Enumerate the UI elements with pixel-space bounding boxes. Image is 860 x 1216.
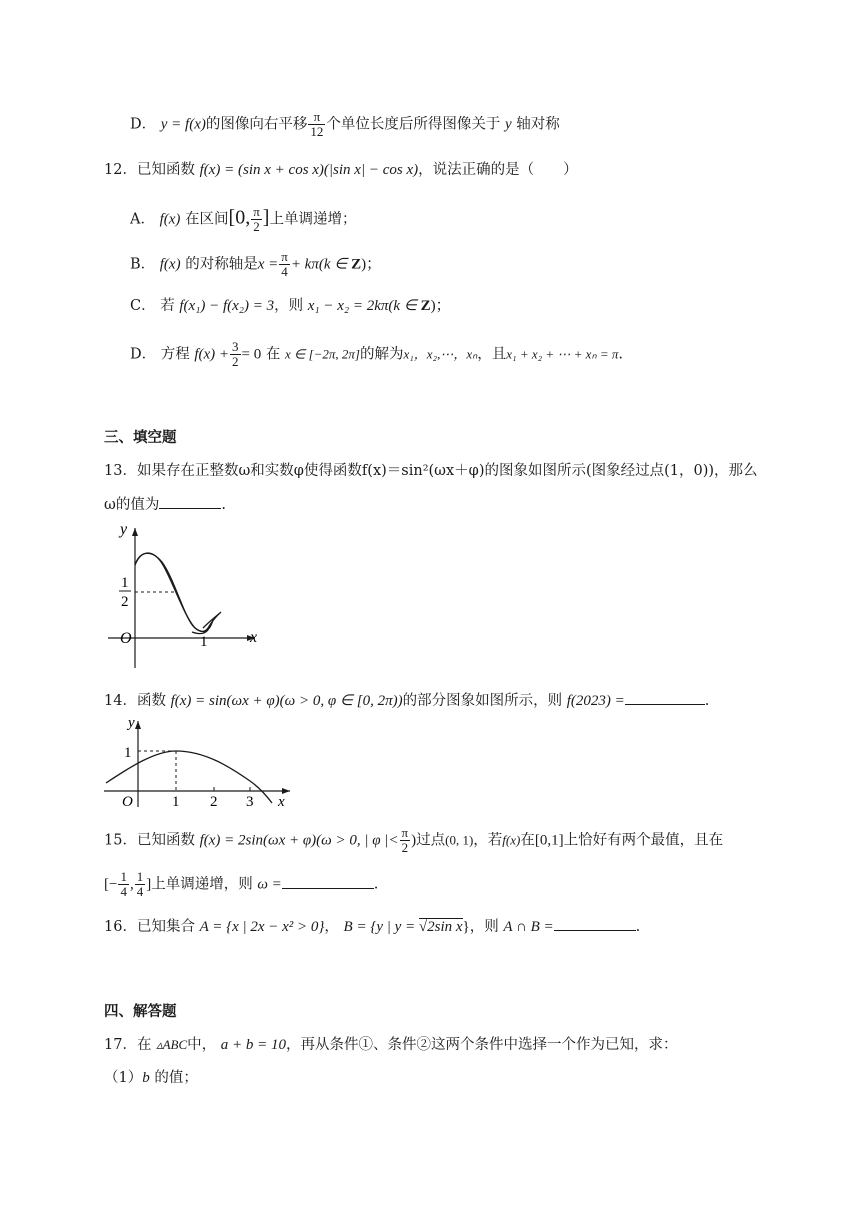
integer-set: Z	[351, 256, 362, 273]
point: (0, 1)	[445, 832, 474, 848]
text: 轴对称	[516, 116, 560, 133]
text: 的对称轴是	[185, 256, 258, 273]
text: 的解为	[360, 346, 404, 363]
formula: + kπ(k ∈	[290, 256, 352, 273]
q13-line2	[104, 494, 226, 515]
text: 方程	[160, 346, 190, 363]
text: .	[635, 919, 641, 935]
option-label: D．	[130, 116, 157, 133]
text: .	[618, 346, 624, 363]
formula: f(x)	[159, 256, 181, 273]
text: ，	[324, 919, 339, 935]
answer-blank[interactable]	[554, 916, 636, 931]
q13-graph	[100, 520, 270, 670]
option-label: D．	[130, 346, 157, 363]
tick-3: 3	[246, 794, 254, 810]
formula: ω =	[257, 876, 282, 893]
var-y: y	[504, 116, 512, 133]
text: .	[221, 497, 226, 513]
text: 在	[520, 832, 535, 849]
q12-option-d	[130, 340, 623, 369]
q17-stem	[104, 1035, 678, 1055]
comma: ,	[129, 876, 134, 893]
text: 若	[160, 298, 175, 314]
text: 函数	[136, 693, 166, 709]
text: ω的值为	[104, 497, 160, 513]
q12-option-b	[130, 250, 381, 279]
bracket: ]	[146, 876, 152, 893]
q12-stem	[104, 160, 578, 180]
q15-line2	[104, 870, 378, 899]
q14-stem	[104, 690, 709, 711]
fraction: $\frac{\pi}{2}$	[401, 825, 409, 855]
origin-label: O	[122, 794, 133, 810]
formula: f(x) = (sin x + cos x)(|sin x| − cos x)	[199, 162, 419, 178]
set-b: B = {y | y =	[343, 919, 419, 935]
formula: x₁，x₂,⋯，xₙ	[403, 346, 478, 362]
text: 上单调递增，则	[151, 876, 253, 893]
q13-line1	[104, 461, 758, 481]
question-number: 13．	[104, 463, 137, 479]
bracket: [−	[104, 876, 118, 893]
triangle: ▵ABC	[156, 1037, 188, 1052]
curve	[135, 553, 220, 633]
option-label: A．	[130, 211, 155, 228]
text: 上恰好有两个最值，且在	[563, 832, 724, 849]
formula: f(x) = sin(ωx + φ)(ω > 0, φ ∈ [0, 2π))	[170, 693, 403, 709]
formula: x =	[257, 256, 279, 273]
text: 的值；	[154, 1070, 198, 1086]
formula: )	[411, 832, 417, 849]
text: 上单调递增；	[269, 211, 357, 228]
bracket: [0,	[228, 206, 251, 229]
formula: x ∈ [−2π, 2π]	[284, 346, 360, 362]
q17-sub1	[104, 1068, 198, 1088]
formula: f(x)	[159, 211, 181, 228]
answer-blank[interactable]	[282, 874, 374, 889]
section-heading: 四、解答题	[104, 1004, 177, 1020]
formula: A ∩ B =	[503, 919, 554, 935]
text: ，则	[274, 298, 304, 314]
fraction: $\frac{\pi}{4}$	[281, 249, 288, 279]
question-number: 16．	[104, 919, 137, 935]
q15-line1	[104, 826, 723, 855]
text: 过点	[416, 832, 446, 849]
q14-graph	[100, 715, 300, 810]
option-label: B．	[130, 256, 156, 273]
fraction: $\frac{\pi}{2}$	[253, 204, 260, 234]
formula: f(x)	[502, 832, 521, 848]
formula: a + b = 10	[220, 1037, 286, 1053]
formula: f(x) = 2sin(ωx + φ)(ω > 0, | φ |<	[199, 832, 399, 849]
fraction: $\frac{1}{4}$	[120, 869, 127, 899]
text: 的图像向右平移	[205, 116, 308, 133]
text: 已知集合	[136, 919, 195, 935]
option-label: C．	[130, 298, 156, 314]
y-arrow	[132, 528, 138, 536]
text: )；	[361, 256, 382, 273]
answer-blank[interactable]	[625, 690, 705, 705]
interval: [0,1]	[534, 832, 564, 849]
tick-1: 1	[172, 794, 180, 810]
text: .	[373, 876, 379, 893]
origin-label: O	[120, 630, 132, 647]
bracket: ]	[262, 206, 270, 229]
tick-1: 1	[200, 634, 208, 650]
text: ，则	[469, 919, 499, 935]
text: 中，	[187, 1037, 217, 1053]
text: 在区间	[185, 211, 229, 228]
fraction: $\frac{3}{2}$	[232, 339, 239, 369]
y-label: y	[120, 521, 128, 538]
text: ，且	[477, 346, 507, 363]
formula: x₁ + x₂ + ⋯ + xₙ = π	[506, 346, 619, 362]
text: ，若	[473, 832, 503, 849]
half-num: 1	[121, 575, 129, 591]
var-b: b	[142, 1070, 150, 1086]
sub-number: （1）	[104, 1070, 143, 1086]
q12-option-a	[130, 205, 356, 234]
formula: f(2023) =	[566, 693, 625, 709]
fraction: $\frac{1}{4}$	[136, 869, 144, 899]
fraction: $\frac{\pi}{12}$	[310, 109, 324, 139]
text: 已知函数	[136, 832, 195, 849]
x-label: x	[278, 794, 285, 810]
text: 在	[136, 1037, 152, 1053]
text: 在	[265, 346, 281, 363]
q11-option-d	[130, 110, 560, 139]
y-label: y	[128, 715, 135, 731]
q16-stem	[104, 916, 640, 937]
answer-blank[interactable]	[159, 494, 221, 509]
integer-set: Z	[420, 298, 431, 314]
question-number: 17．	[104, 1037, 137, 1053]
text: )；	[430, 298, 451, 314]
max-label: 1	[124, 745, 132, 761]
text: 的部分图象如图所示，则	[402, 693, 563, 709]
brace: }	[462, 919, 470, 935]
formula: x₁ − x₂ = 2kπ(k ∈	[307, 298, 421, 314]
text: ，说法正确的是（ ）	[418, 162, 578, 178]
text: 如果存在正整数ω和实数φ使得函数f(x)＝sin²(ωx＋φ)的图象如图所示(图象经过点(1，0))，那么	[136, 463, 758, 479]
formula: f(x₁) − f(x₂) = 3	[179, 298, 275, 314]
tick-2: 2	[210, 794, 218, 810]
text: .	[704, 693, 710, 709]
question-number: 15．	[104, 832, 137, 849]
set-a: A = {x | 2x − x² > 0}	[199, 919, 325, 935]
half-den: 2	[121, 594, 129, 610]
formula: = 0	[241, 346, 262, 363]
text: 个单位长度后所得图像关于	[326, 116, 501, 133]
sqrt-expression: √2sin x	[418, 919, 463, 935]
question-number: 14．	[104, 693, 137, 709]
formula: y = f(x)	[160, 116, 206, 133]
text: ，再从条件①、条件②这两个条件中选择一个作为已知，求：	[286, 1037, 678, 1053]
q12-option-c	[130, 296, 451, 316]
x-label: x	[250, 629, 258, 646]
section-heading: 三、填空题	[104, 430, 177, 446]
text: 已知函数	[136, 162, 195, 178]
formula: f(x) +	[194, 346, 230, 363]
question-number: 12．	[104, 162, 137, 178]
